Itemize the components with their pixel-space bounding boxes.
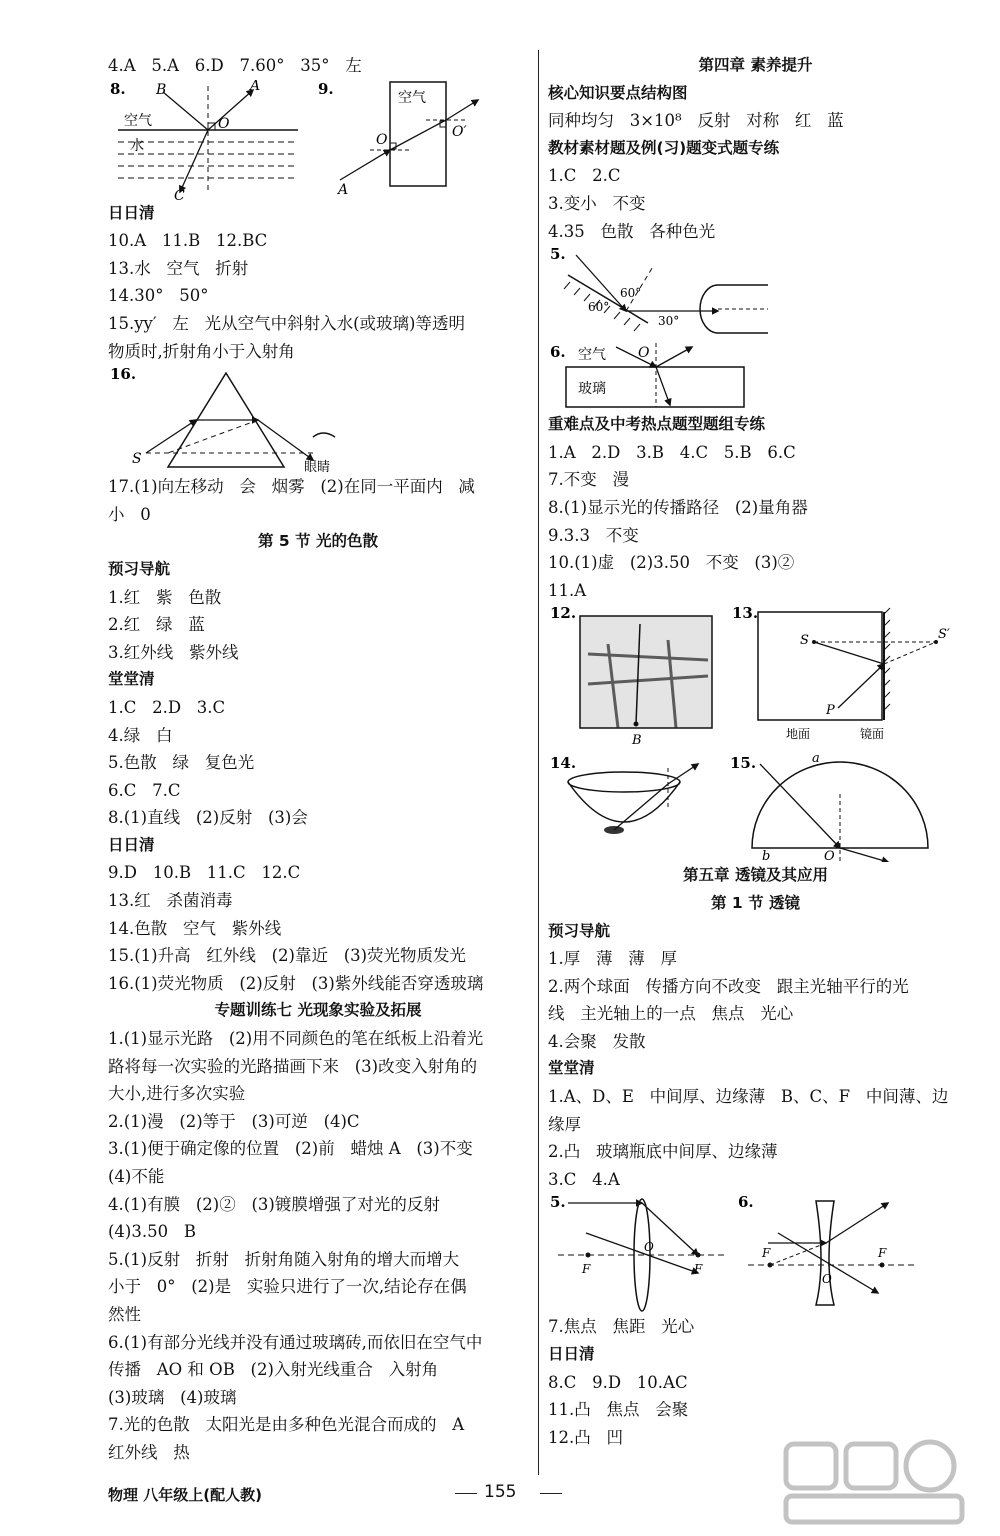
figure-label: 空气 [124, 112, 152, 129]
answer-line: 5.(1)反射 折射 折射角随入射角的增大而增大 [108, 1249, 460, 1269]
answer-line: 2.红 绿 蓝 [108, 615, 205, 635]
figure-label: b [762, 849, 771, 863]
answer-line: 5.色散 绿 复色光 [108, 753, 255, 773]
figure-label: a [812, 754, 820, 767]
figure-fig5_6lens [548, 1193, 963, 1313]
answer-line: 1.A 2.D 3.B 4.C 5.B 6.C [548, 442, 796, 462]
answer-line: 8.(1)显示光的传播路径 (2)量角器 [548, 497, 808, 517]
answer-line: 2.凸 玻璃瓶底中间厚、边缘薄 [548, 1142, 778, 1162]
answer-line: 3.红外线 紫外线 [108, 642, 239, 662]
figure-label: 60° [588, 300, 610, 315]
answer-line: 1.红 紫 色散 [108, 587, 222, 607]
figure-label: 9. [318, 79, 334, 98]
figure-label: 5. [550, 1193, 566, 1212]
column-divider [538, 50, 539, 1475]
section-heading: 日日清 [548, 1345, 595, 1364]
answer-line: (3)玻璃 (4)玻璃 [108, 1387, 237, 1407]
chapter-title: 第 1 节 透镜 [711, 893, 800, 912]
answer-line: 路将每一次实验的光路描画下来 (3)改变入射角的 [108, 1056, 478, 1076]
section-heading: 预习导航 [108, 559, 171, 578]
figure-label: 8. [110, 79, 126, 98]
section-heading: 日日清 [108, 835, 155, 854]
figure-label: 地面 [786, 727, 811, 742]
answer-line: 16.(1)荧光物质 (2)反射 (3)紫外线能否穿透玻璃 [108, 973, 484, 993]
figure-label: S′ [938, 627, 950, 643]
answer-line: 14.色散 空气 紫外线 [108, 918, 282, 938]
answer-line: 11.凸 焦点 会聚 [548, 1400, 689, 1420]
figure-label: 5. [550, 245, 566, 264]
figure-label: C [174, 187, 185, 200]
page-number: 155 [484, 1482, 517, 1502]
answer-line: 1.厚 薄 薄 厚 [548, 949, 677, 969]
figure-fig16 [108, 365, 528, 473]
figure-label: B [632, 733, 642, 749]
answer-line: (4)不能 [108, 1167, 165, 1186]
answer-line: 4.绿 白 [108, 725, 173, 745]
figure-fig8_9 [108, 80, 528, 200]
answer-line: 11.A [548, 580, 587, 600]
answer-line: 6.C 7.C [108, 780, 181, 800]
figure-label: 空气 [578, 347, 606, 364]
answer-line: 然性 [108, 1304, 141, 1324]
right-column [548, 52, 963, 1451]
answer-line: 1.A、D、E 中间厚、边缘薄 B、C、F 中间薄、边缘厚 [548, 1087, 949, 1134]
figure-label: 14. [550, 754, 577, 773]
chapter-title: 专题训练七 光现象实验及拓展 [214, 1001, 422, 1020]
chapter-title: 第 5 节 光的色散 [258, 532, 378, 551]
answer-line: 3.C 4.A [548, 1169, 620, 1189]
figure-label: 眼睛 [304, 460, 331, 474]
figure-label: 15. [730, 754, 757, 773]
answer-line: 小于 0° (2)是 实验只进行了一次,结论存在偶 [108, 1277, 467, 1297]
figure-label: 6. [550, 343, 566, 362]
answer-line: 红外线 热 [108, 1442, 190, 1462]
figure-label: 玻璃 [578, 381, 606, 398]
answer-line: 4.会聚 发散 [548, 1031, 646, 1051]
answer-line: 10.A 11.B 12.BC [108, 231, 268, 251]
figure-label: O [376, 131, 388, 148]
watermark-logo [780, 1438, 970, 1528]
section-heading: 教材素材题及例(习)题变式题专练 [548, 138, 780, 157]
chapter-title: 第五章 透镜及其应用 [683, 866, 828, 885]
figure-fig6r [548, 341, 963, 411]
figure-label: O [218, 115, 230, 132]
figure-label: 13. [732, 604, 759, 623]
answer-line: 3.变小 不变 [548, 193, 646, 213]
figure-fig5r [548, 245, 963, 341]
figure-label: 空气 [398, 89, 426, 106]
answer-line: 3.(1)便于确定像的位置 (2)前 蜡烛 A (3)不变 [108, 1139, 473, 1159]
answer-line: 7.不变 漫 [548, 470, 629, 490]
answer-line: 1.C 2.D 3.C [108, 697, 226, 717]
figure-label: F [582, 1262, 591, 1277]
answer-line: 4.A 5.A 6.D 7.60° 35° 左 [108, 56, 362, 75]
answer-line: 1.(1)显示光路 (2)用不同颜色的笔在纸板上沿着光 [108, 1029, 484, 1049]
figure-label: F [694, 1262, 703, 1277]
answer-line: 9.3.3 不变 [548, 525, 639, 545]
answer-line: 线 主光轴上的一点 焦点 光心 [548, 1004, 794, 1024]
answer-line: 17.(1)向左移动 会 烟雾 (2)在同一平面内 减 [108, 477, 475, 497]
answer-line: 14.30° 50° [108, 286, 209, 306]
figure-label: 镜面 [860, 727, 885, 742]
section-heading: 重难点及中考热点题型题组专练 [548, 415, 766, 434]
left-column [108, 52, 528, 1467]
answer-line: 8.(1)直线 (2)反射 (3)会 [108, 808, 308, 828]
footer-subject: 物理 八年级上(配人教) [108, 1486, 262, 1504]
answer-line: 小 0 [108, 504, 151, 524]
footer-dash-left [455, 1493, 477, 1494]
answer-line: 9.D 10.B 11.C 12.C [108, 863, 301, 883]
figure-label: S [132, 451, 142, 468]
answer-line: 15.yy′ 左 光从空气中斜射入水(或玻璃)等透明 [108, 313, 465, 333]
figure-label: O [822, 1272, 832, 1287]
section-heading: 堂堂清 [548, 1059, 595, 1078]
answer-line: 4.(1)有膜 (2)② (3)镀膜增强了对光的反射 [108, 1194, 440, 1214]
figure-label: 水 [130, 137, 144, 154]
answer-line: 6.(1)有部分光线并没有通过玻璃砖,而依旧在空气中 [108, 1332, 483, 1352]
answer-line: 13.水 空气 折射 [108, 258, 249, 278]
section-heading: 预习导航 [548, 921, 611, 940]
answer-line: 2.两个球面 传播方向不改变 跟主光轴平行的光 [548, 976, 909, 996]
figure-label: 30° [658, 314, 680, 329]
figure-label: B [156, 81, 167, 98]
answer-line: 传播 AO 和 OB (2)入射光线重合 入射角 [108, 1360, 439, 1380]
figure-fig14_15 [548, 754, 963, 862]
footer-dash-right [540, 1493, 562, 1494]
figure-label: F [762, 1246, 771, 1261]
answer-line: 物质时,折射角小于入射角 [108, 341, 295, 361]
figure-label: 6. [738, 1193, 754, 1212]
answer-line: 2.(1)漫 (2)等于 (3)可逆 (4)C [108, 1111, 360, 1131]
answer-line: 10.(1)虚 (2)3.50 不变 (3)② [548, 553, 795, 573]
answer-line: 13.红 杀菌消毒 [108, 891, 233, 911]
figure-label: P [826, 703, 835, 719]
answer-line: 7.光的色散 太阳光是由多种色光混合而成的 A [108, 1415, 465, 1435]
chapter-title: 第四章 素养提升 [698, 56, 813, 74]
figure-label: F [878, 1246, 887, 1261]
section-heading: 日日清 [108, 203, 155, 222]
figure-label: A [338, 181, 349, 198]
figure-label: 60° [620, 286, 642, 301]
answer-line: 4.35 色散 各种色光 [548, 221, 716, 241]
answer-line: 大小,进行多次实验 [108, 1084, 246, 1104]
answer-line: (4)3.50 B [108, 1222, 196, 1242]
figure-label: S [800, 633, 809, 649]
section-heading: 堂堂清 [108, 670, 155, 689]
figure-label: 12. [550, 604, 577, 623]
figure-fig12_13 [548, 604, 963, 754]
answer-line: 8.C 9.D 10.AC [548, 1372, 688, 1392]
figure-label: O [638, 345, 650, 362]
figure-label: A [250, 79, 261, 94]
answer-line: 12.凸 凹 [548, 1427, 623, 1447]
figure-label: 16. [110, 365, 137, 384]
section-heading: 核心知识要点结构图 [548, 83, 688, 102]
answer-line: 7.焦点 焦距 光心 [548, 1317, 695, 1337]
figure-label: O′ [452, 123, 467, 140]
answer-line: 同种均匀 3×10⁸ 反射 对称 红 蓝 [548, 111, 844, 131]
answer-line: 15.(1)升高 红外线 (2)靠近 (3)荧光物质发光 [108, 946, 467, 966]
figure-label: O [644, 1240, 654, 1255]
answer-line: 1.C 2.C [548, 166, 621, 186]
figure-label: O [824, 849, 835, 863]
